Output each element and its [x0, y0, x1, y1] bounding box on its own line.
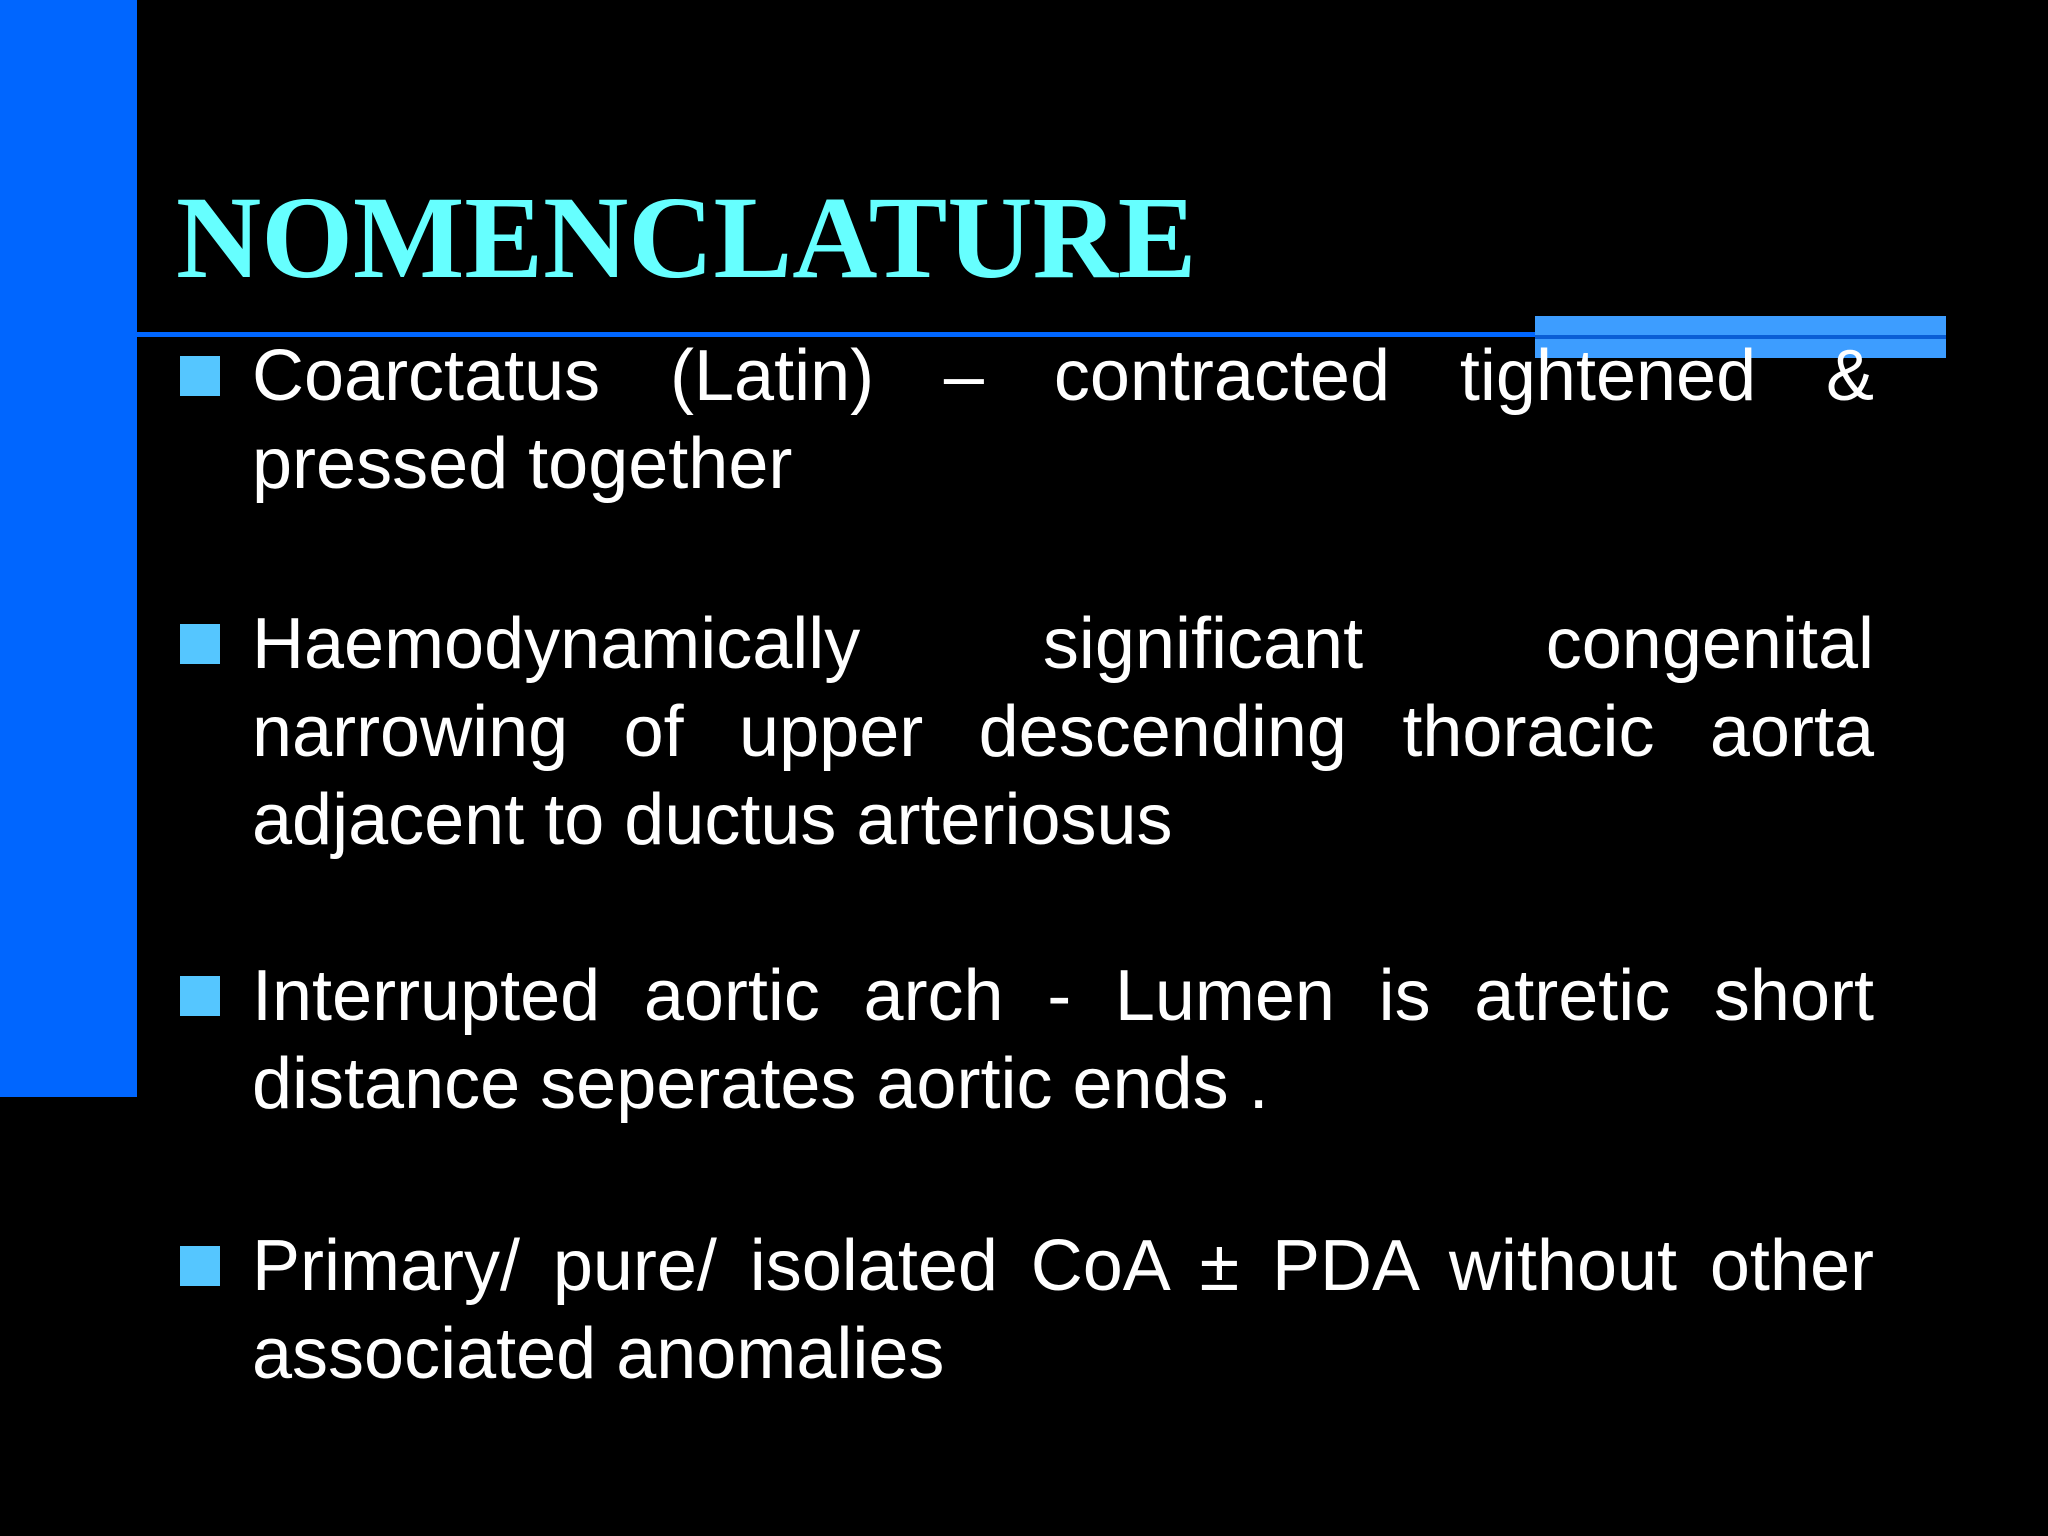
square-bullet-icon [180, 1246, 220, 1286]
bullet-item [180, 332, 1874, 508]
square-bullet-icon [180, 976, 220, 1016]
square-bullet-icon [180, 624, 220, 664]
square-bullet-icon [180, 356, 220, 396]
bullet-text: Interrupted aortic arch - Lumen is atretic short distance seperates aortic ends . [252, 956, 1874, 1124]
bullet-item [180, 952, 1874, 1128]
bullet-text: Haemodynamically significant congenital narrowing of upper descending thoracic aorta adjacent to ductus arteriosus [252, 604, 1874, 860]
bullet-text: Coarctatus (Latin) – contracted tightened & pressed together [252, 336, 1874, 504]
left-accent-bar [0, 0, 137, 1097]
bullet-text: Primary/ pure/ isolated CoA ± PDA without other associated anomalies [252, 1226, 1874, 1394]
bullet-item [180, 600, 1874, 864]
bullet-item [180, 1222, 1874, 1398]
slide-title: NOMENCLATURE [176, 172, 1197, 303]
